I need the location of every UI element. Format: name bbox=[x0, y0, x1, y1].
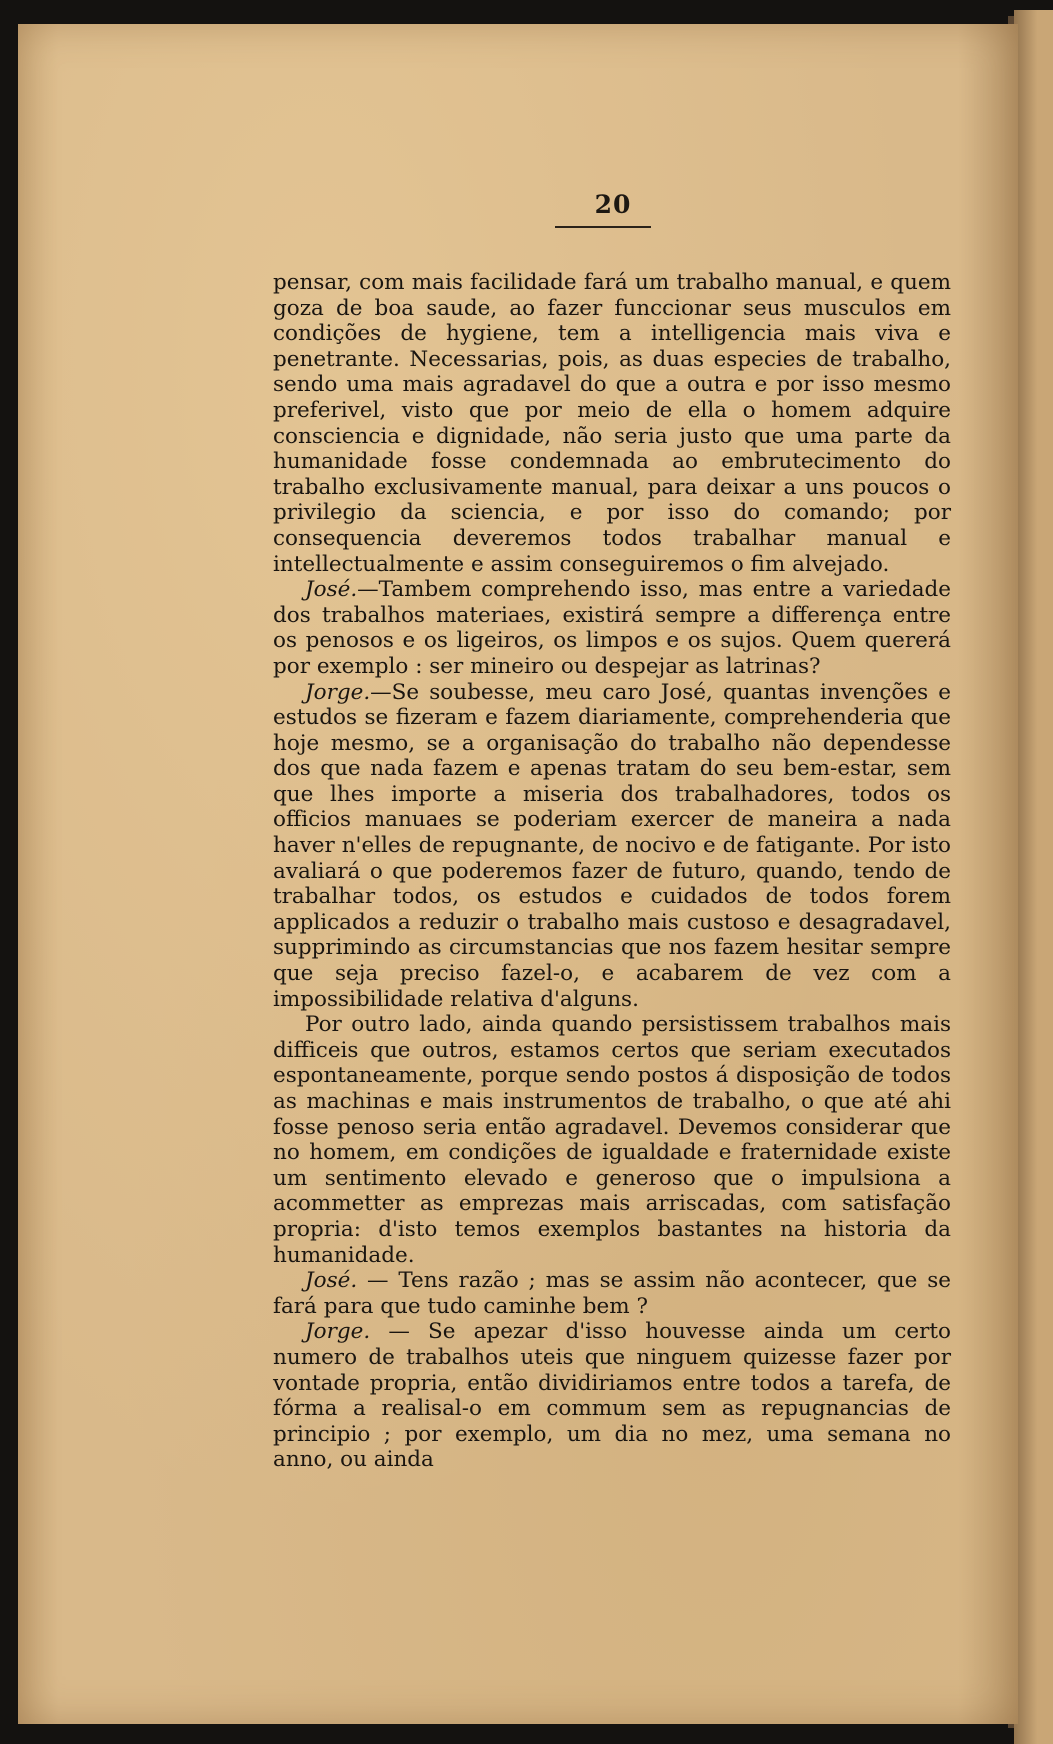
dialogue-paragraph-jose bbox=[273, 577, 951, 679]
paragraph-text: —Se soubesse, meu caro José, quantas invenções e estudos se fizeram e fazem diariamente, comprehenderia que hoje mesmo, se a organisação do trabalho não dependesse dos que nada fazem e apenas tratam do seu bem-estar, sem que lhes importe a miseria dos trabalhadores, todos os officios manuaes se poderiam exercer de maneira a nada haver n'elles de repugnante, de nocivo e de fatigante. Por isto avaliará o que poderemos fazer de futuro, quando, tendo de trabalhar todos, os estudos e cuidados de todos forem applicados a reduzir o trabalho mais custoso e desagradavel, supprimindo as circumstancias que nos fazem hesitar sempre que seja preciso fazel-o, e acabarem de vez com a impossibilidade relativa d'alguns. bbox=[273, 679, 951, 1012]
paragraph bbox=[273, 1012, 951, 1268]
page-number-rule bbox=[555, 226, 651, 228]
facing-page-edge bbox=[1014, 10, 1053, 1744]
body-text bbox=[273, 270, 951, 1473]
paragraph-continuation bbox=[273, 270, 951, 577]
paragraph-text: pensar, com mais facilidade fará um trabalho manual, e quem goza de boa saude, ao fazer funccionar seus musculos em condições de hygiene, tem a intelligencia mais viva e penetrante. Necessarias, pois, as duas especies de trabalho, sendo uma mais agradavel do que a outra e por isso mesmo preferivel, visto que por meio de ella o homem adquire consciencia e dignidade, não seria justo que uma parte da humanidade fosse condemnada ao embrutecimento do trabalho exclusivamente manual, para deixar a uns poucos o privilegio da sciencia, e por isso do comando; por consequencia deveremos todos trabalhar manual e intellectualmente e assim conseguiremos o fim alvejado. bbox=[273, 270, 951, 577]
paragraph-text: —Tambem comprehendo isso, mas entre a variedade dos trabalhos materiaes, existirá sempre a differença entre os penosos e os ligeiros, os limpos e os sujos. Quem quererá por exemplo : ser mineiro ou despejar as latrinas? bbox=[273, 577, 951, 679]
dialogue-paragraph-jorge bbox=[273, 1319, 951, 1473]
dialogue-paragraph-jose bbox=[273, 1268, 951, 1319]
speaker-name: José. bbox=[305, 577, 358, 603]
paragraph-text: Por outro lado, ainda quando persistissem trabalhos mais difficeis que outros, estamos certos que seriam executados espontaneamente, porque sendo postos á disposição de todos as machinas e mais instrumentos de trabalho, o que até ahi fosse penoso seria então agradavel. Devemos considerar que no homem, em condições de igualdade e fraternidade existe um sentimento elevado e generoso que o impulsiona a acommetter as emprezas mais arriscadas, com satisfação propria: d'isto temos exemplos bastantes na historia da humanidade. bbox=[273, 1012, 951, 1268]
dialogue-paragraph-jorge bbox=[273, 680, 951, 1013]
speaker-name: Jorge. bbox=[305, 1319, 371, 1345]
speaker-name: José. bbox=[305, 1268, 358, 1294]
paragraph-text: — Tens razão ; mas se assim não acontecer, que se fará para que tudo caminhe bem ? bbox=[273, 1268, 951, 1319]
speaker-name: Jorge. bbox=[305, 679, 371, 705]
book-page bbox=[18, 24, 1018, 1724]
paragraph-text: — Se apezar d'isso houvesse ainda um certo numero de trabalhos uteis que ninguem quizesse fazer por vontade propria, então dividiriamos entre todos a tarefa, de fórma a realisal-o em commum sem as repugnancias de principio ; por exemplo, um dia no mez, uma semana no anno, ou ainda bbox=[273, 1319, 951, 1473]
page-number: 20 bbox=[594, 190, 632, 219]
